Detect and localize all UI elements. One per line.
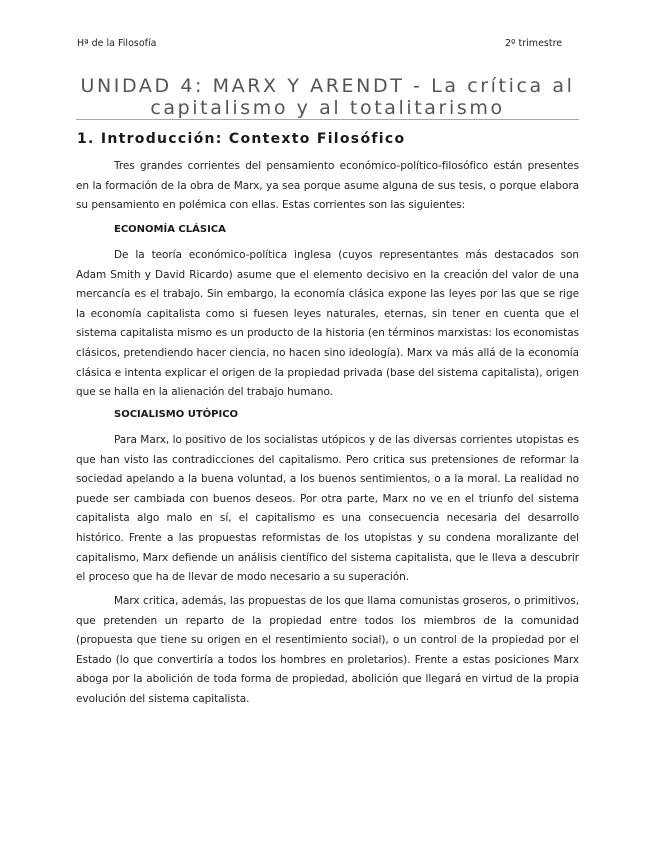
intro-paragraph: Tres grandes corrientes del pensamiento económico-político-filosófico están presentes en la formación de la obra de Marx, ya sea porque asume alguna de sus tesis, o porque elabora su pensamiento en polémica con ellas. Estas corrientes son las siguientes: [76, 160, 579, 212]
subsection-heading-economia: ECONOMÍA CLÁSICA [114, 224, 226, 235]
paragraph-socialismo-1: Para Marx, lo positivo de los socialistas utópicos y de las diversas corrientes utopistas es que han visto las contradicciones del capitalismo. Pero critica sus pretensiones de reformar la sociedad apelando a la buena voluntad, a los buenos sentimientos, o a la moral. La realidad no puede ser cambiada con buenos deseos. Por otra parte, Marx no ve en el triunfo del sistema capitalista algo malo en sí, el capitalismo es una consecuencia necesaria del desarrollo histórico. Frente a las propuestas reformistas de los utopistas y su condena moralizante del capitalismo, Marx defiende un análisis científico del sistema capitalista, que le lleva a descubrir el proceso que ha de llevar de modo necesario a su superación. [76, 434, 579, 584]
header-term: 2º trimestre [505, 38, 563, 49]
unit-title: UNIDAD 4: MARX Y ARENDT - La crítica al capitalismo y al totalitarismo [80, 75, 575, 119]
section-heading: 1. Introducción: Contexto Filosófico [77, 131, 406, 147]
title-divider [76, 119, 579, 120]
paragraph-economia: De la teoría económico-política inglesa (cuyos representantes más destacados son Adam Smith y David Ricardo) asume que el elemento decisivo en la creación del valor de una mercancía es el trabajo. Sin embargo, la economía clásica expone las leyes por las que se rige la economía capitalista como si fuesen leyes naturales, eternas, sin tener en cuenta que el sistema capitalista mismo es un producto de la historia (en términos marxistas: los economistas clásicos, pretendiendo hacer ciencia, no hacen sino ideología). Marx va más allá de la economía clásica e intenta explicar el origen de la propiedad privada (base del sistema capitalista), origen que se halla en la alienación del trabajo humano. [76, 249, 579, 399]
paragraph-socialismo-2: Marx critica, además, las propuestas de los que llama comunistas groseros, o primitivos, que pretenden un reparto de la propiedad entre todos los miembros de la comunidad (propuesta que tiene su origen en el resentimiento social), o un control de la propiedad por el Estado (lo que convertiría a todos los hombres en proletarios). Frente a estas posiciones Marx aboga por la abolición de toda forma de propiedad, abolición que llegará en virtud de la propia evolución del sistema capitalista. [76, 595, 579, 705]
subsection-heading-socialismo: SOCIALISMO UTÓPICO [114, 409, 239, 420]
header-subject: Hª de la Filosofía [77, 38, 157, 49]
